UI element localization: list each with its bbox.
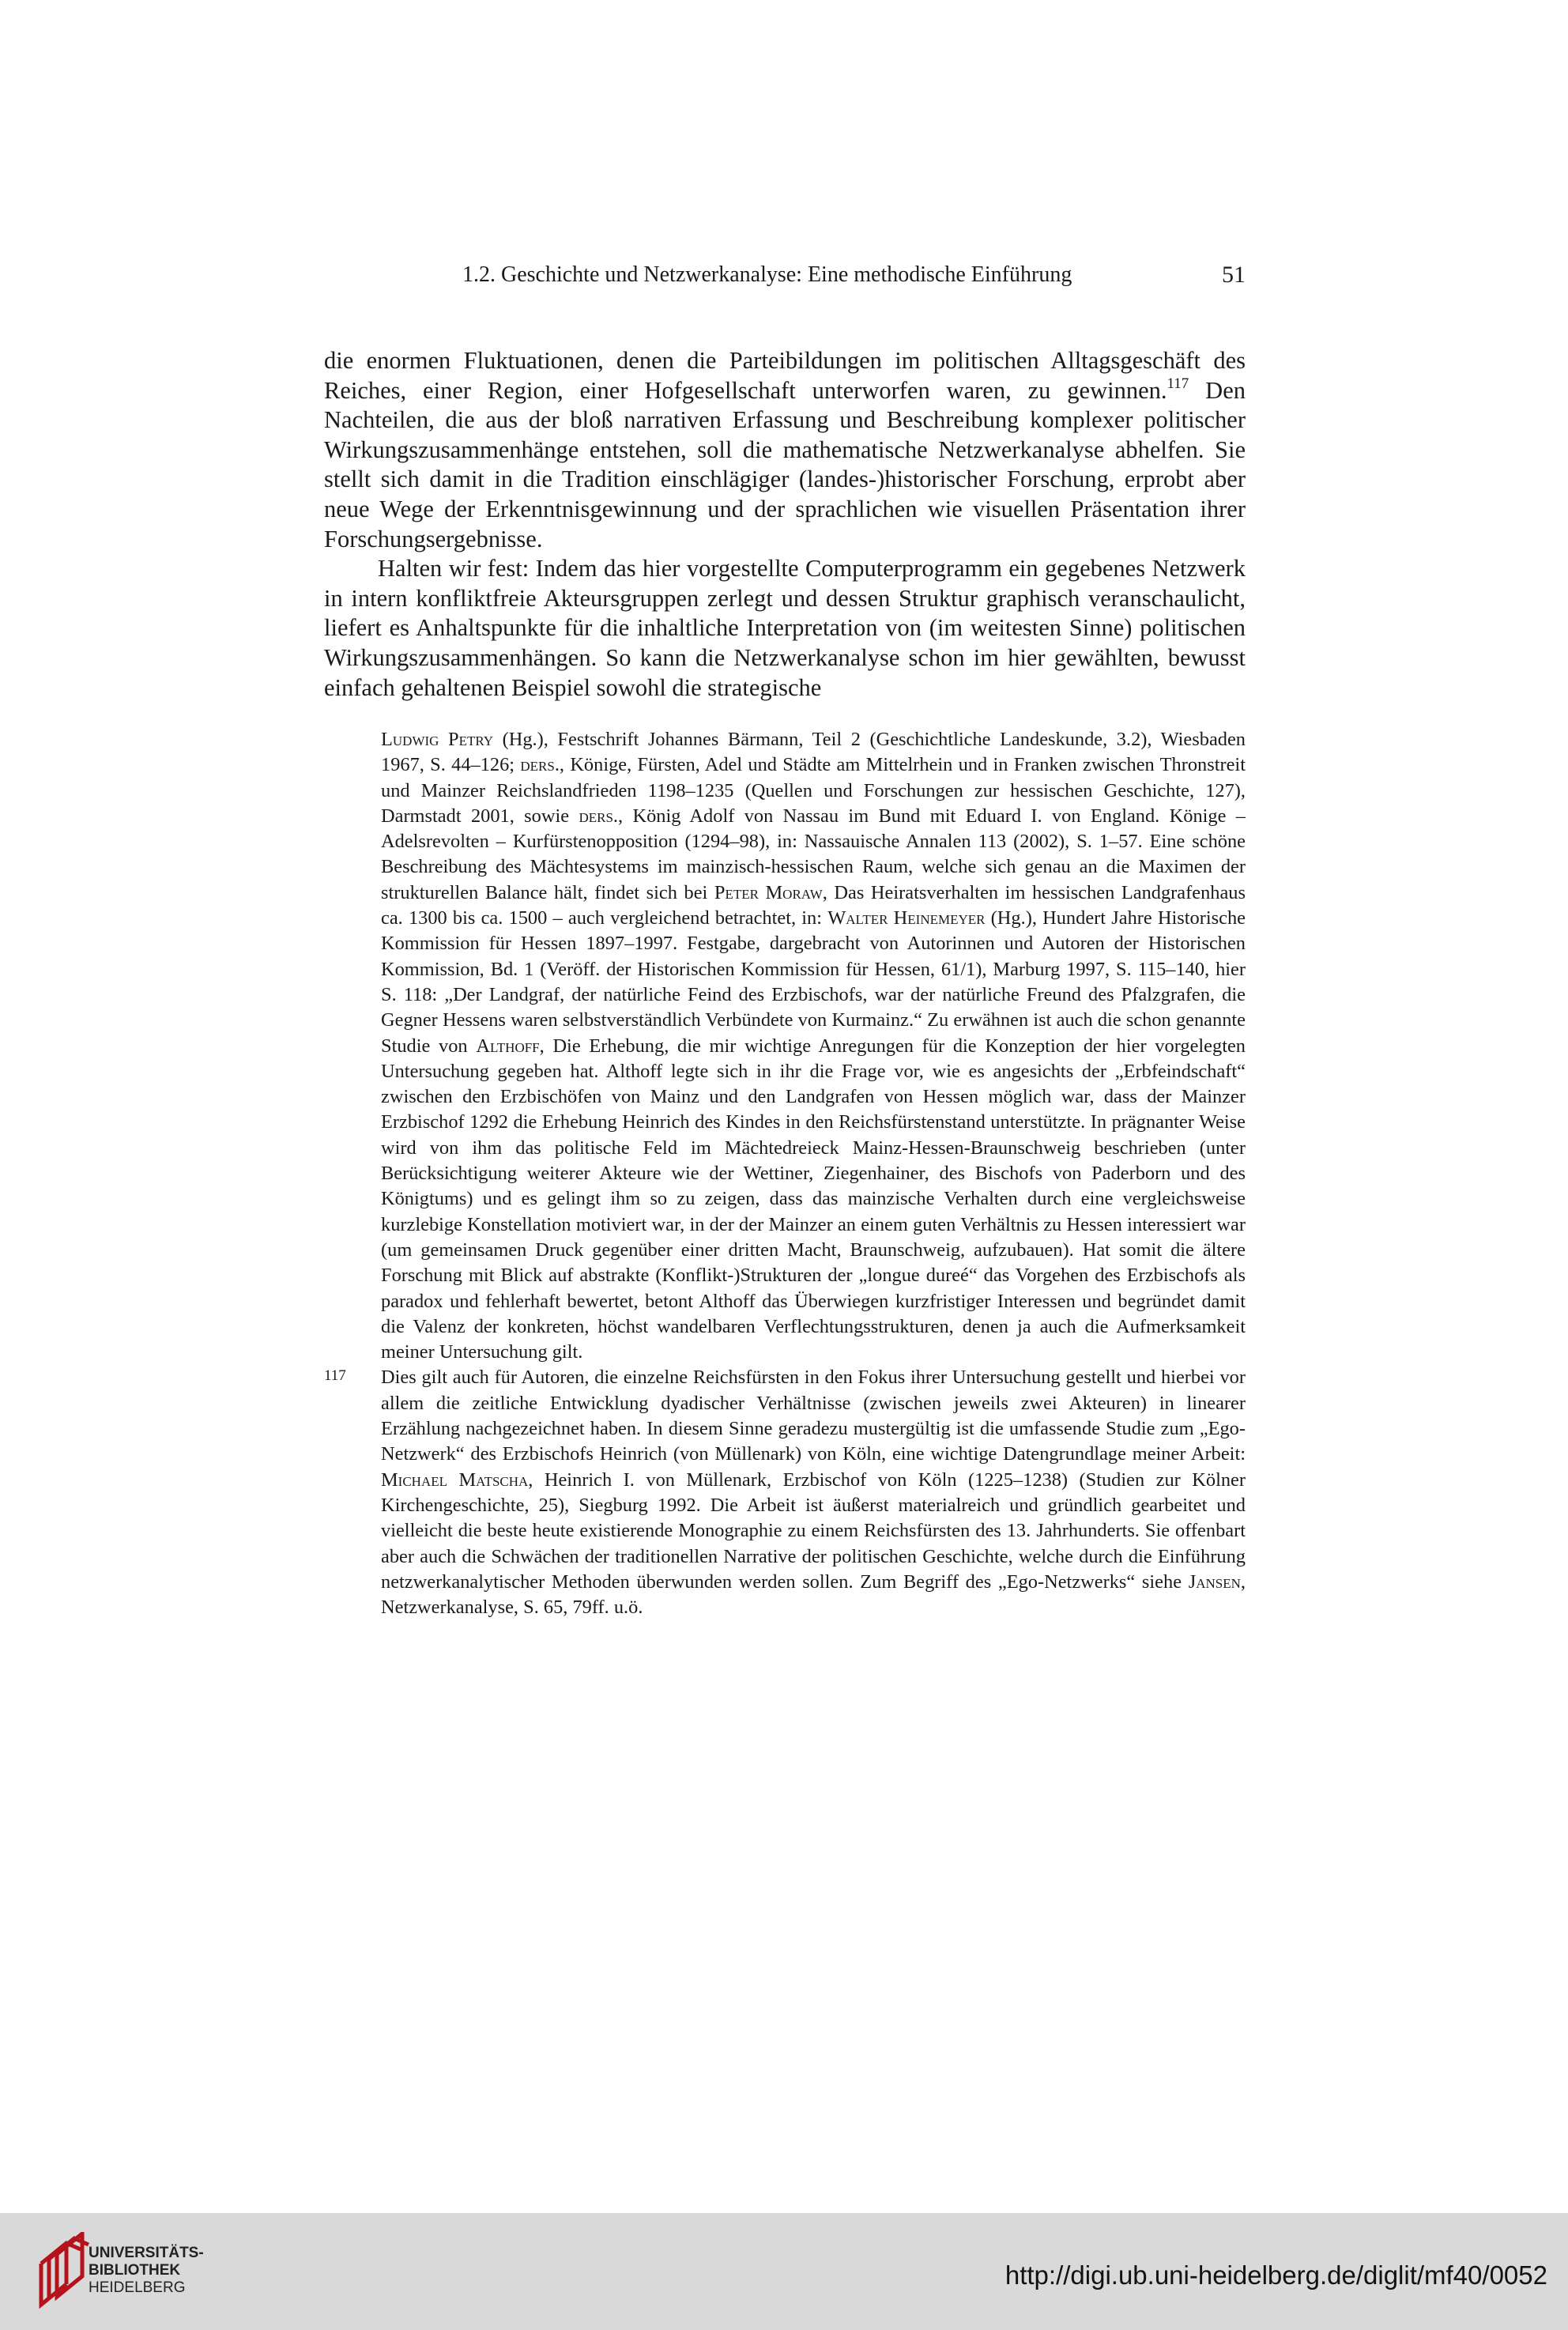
author-name: Ludwig Petry <box>381 729 494 750</box>
logo-line-2: BIBLIOTHEK <box>89 2262 181 2279</box>
main-text <box>324 346 1246 703</box>
author-name: ders <box>520 754 555 776</box>
footnote-117 <box>324 1365 1246 1620</box>
paragraph-1 <box>324 346 1246 554</box>
footnote-ref-117[interactable]: 117 <box>1167 375 1189 392</box>
footnote-text: , Netzwerkanalyse, S. 65, 79ff. u.ö. <box>381 1570 1246 1619</box>
footnote-text: , Heinrich I. von Müllenark, Erzbischof von Köln (1225–1238) (Studien zur Kölner Kirchengeschichte, 25), Siegburg 1992. Die Arbeit ist äußerst materialreich und gründlich gearbeitet und vielleicht die beste heute existierende Monographie zu einem Reichsfürsten des 13. Jahrhunderts. Sie offenbart aber auch die Schwächen der traditionellen Narrative der politischen Geschichte, welche durch die Einführung netzwerkanalytischer Methoden überwunden werden sollen. Zum Begriff des „Ego-Netzwerks“ siehe <box>381 1469 1246 1593</box>
source-url[interactable]: http://digi.ub.uni-heidelberg.de/diglit/mf40/0052 <box>1004 2260 1547 2290</box>
library-logo-text <box>89 2245 204 2297</box>
paragraph-2: Halten wir fest: Indem das hier vorgestellte Computerprogramm ein gegebenes Netzwerk in intern konfliktfreie Akteursgruppen zerlegt und dessen Struktur graphisch veranschaulicht, liefert es Anhaltspunkte für die inhaltliche Interpretation von (im weitesten Sinne) politischen Wirkungszusammenhängen. So kann die Netzwerkanalyse schon im hier gewählten, bewusst einfach gehaltenen Beispiel sowohl die strategische <box>324 555 1246 701</box>
author-name: Walter Heinemeyer <box>827 907 986 929</box>
footnote-text: Dies gilt auch für Autoren, die einzelne Reichsfürsten in den Fokus ihrer Untersuchung gestellt und hierbei vor allem die zeitliche Entwicklung dyadischer Verhältnisse (zwischen jeweils zwei Akteuren) in linearer Erzählung nachgezeichnet haben. In diesem Sinne geradezu mustergültig ist die umfassende Studie zum „Ego-Netzwerk“ des Erzbischofs Heinrich (von Müllenark) von Köln, eine wichtige Datengrundlage meiner Arbeit: <box>381 1367 1246 1465</box>
author-name: ders <box>579 805 613 827</box>
footnote-continued <box>324 727 1246 1365</box>
logo-line-3: HEIDELBERG <box>89 2279 186 2296</box>
page-number: 51 <box>1222 262 1246 288</box>
footnote-text: , Die Erhebung, die mir wichtige Anregungen für die Konzeption der hier vorgelegten Untersuchung gegeben hat. Althoff legte sich in ihr die Frage vor, wie es angesichts der „Erbfeindschaft“ zwischen den Erzbischöfen von Mainz und den Landgrafen von Hessen möglich war, dass der Mainzer Erzbischof 1292 die Erhebung Heinrich des Kindes in den Reichsfürstenstand unterstützte. In prägnanter Weise wird von ihm das politische Feld im Mächtedreieck Mainz-Hessen-Braunschweig beschrieben (unter Berücksichtigung weiterer Akteure wie der Wettiner, Ziegenhainer, des Bischofs von Paderborn und des Königtums) und es gelingt ihm so zu zeigen, dass das mainzische Verhalten durch eine vergleichsweise kurzlebige Konstellation motiviert war, in der der Mainzer an einem guten Verhältnis zu Hessen interessiert war (um gemeinsamen Druck gegenüber einer dritten Macht, Braunschweig, aufzubauen). Hat somit die ältere Forschung mit Blick auf abstrakte (Konflikt-)Strukturen der „longue dureé“ das Vorgehen des Erzbischofs als paradox und fehlerhaft bewertet, betont Althoff das Überwiegen kurzfristiger Interessen und begründet damit die Valenz der konkreten, höchst wandelbaren Verflechtungsstrukturen, denen ja auch die Aufmerksamkeit meiner Untersuchung gilt. <box>381 1035 1246 1363</box>
footnote-text: ., Könige, Fürsten, Adel und Städte am Mittelrhein und in Franken zwischen Thronstreit und Mainzer Reichslandfrieden 1198–1235 (Quellen und Forschungen zur hessischen Geschichte, 127), Darmstadt 2001, sowie <box>381 754 1246 827</box>
digitization-footer <box>0 2213 1568 2330</box>
running-title: 1.2. Geschichte und Netzwerkanalyse: Eine methodische Einführung <box>462 262 1072 287</box>
footnote-text: ., König Adolf von Nassau im Bund mit Eduard I. von England. Könige – Adelsrevolten – Kurfürstenopposition (1294–98), in: Nassauische Annalen 113 (2002), S. 1–57. Eine schöne Beschreibung des Mächtesystems im mainzisch-hessischen Raum, welche sich genau an die Maximen der strukturellen Balance hält, findet sich bei <box>381 805 1246 903</box>
author-name: Althoff <box>476 1035 540 1057</box>
footnote-number: 117 <box>324 1367 346 1385</box>
footnote-text: (Hg.), Hundert Jahre Historische Kommission für Hessen 1897–1997. Festgabe, dargebracht von Autorinnen und Autoren der Historischen Kommission, Bd. 1 (Veröff. der Historischen Kommission für Hessen, 61/1), Marburg 1997, S. 115–140, hier S. 118: „Der Landgraf, der natürliche Feind des Erzbischofs, war der natürliche Freund des Pfalzgrafen, die Gegner Hessens waren selbstverständlich Verbündete von Kurmainz.“ Zu erwähnen ist auch die schon genannte Studie von <box>381 907 1246 1057</box>
logo-line-1: UNIVERSITÄTS- <box>89 2245 204 2261</box>
paragraph-1-part-a: die enormen Fluktuationen, denen die Parteibildungen im politischen Alltagsgeschäft des Reiches, einer Region, einer Hofgesellschaft unterworfen waren, zu gewinnen. <box>324 347 1246 404</box>
author-name: Jansen <box>1188 1570 1241 1593</box>
footnote-text: (Hg.), Festschrift Johannes Bärmann, Teil 2 (Geschichtliche Landeskunde, 3.2), Wiesbaden 1967, S. 44–126; <box>381 729 1246 776</box>
author-name: Michael Matscha <box>381 1469 529 1491</box>
footnote-text: , Das Heiratsverhalten im hessischen Landgrafenhaus ca. 1300 bis ca. 1500 – auch vergleichend betrachtet, in: <box>381 881 1246 929</box>
paragraph-1-part-b: Den Nachteilen, die aus der bloß narrativen Erfassung und Beschreibung komplexer politischer Wirkungszusammenhänge entstehen, soll die mathematische Netzwerkanalyse abhelfen. Sie stellt sich damit in die Tradition einschlägiger (landes-)historischer Forschung, erprobt aber neue Wege der Erkenntnisgewinnung und der sprachlichen wie visuellen Präsentation ihrer Forschungsergebnisse. <box>324 376 1246 552</box>
author-name: Peter Moraw <box>714 881 823 903</box>
footnotes <box>324 727 1246 1620</box>
